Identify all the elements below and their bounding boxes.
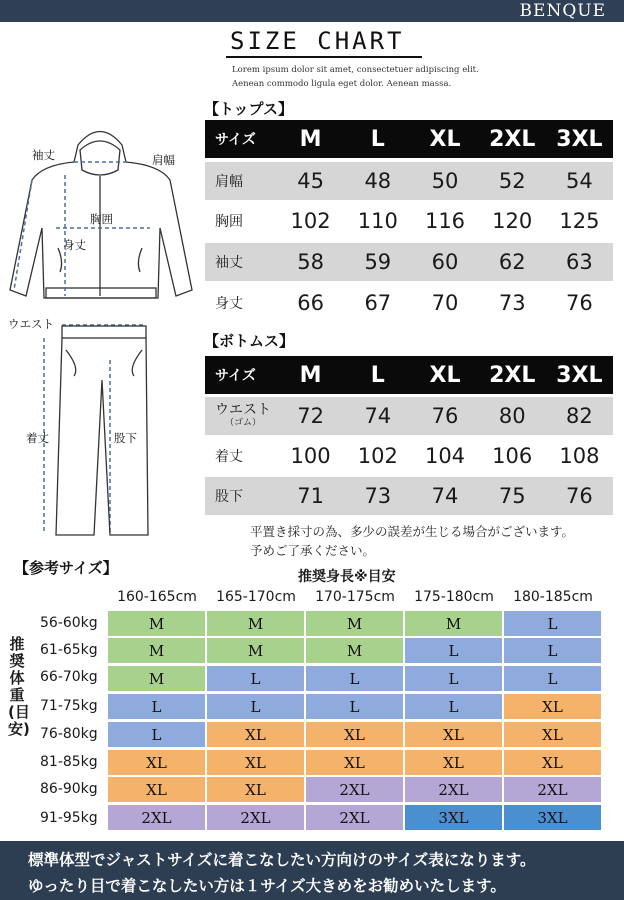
table-cell: 48 xyxy=(364,169,392,193)
size-cell: XL xyxy=(504,722,601,747)
table-row xyxy=(205,243,613,281)
row-label-text: ウエスト xyxy=(215,402,271,419)
table-cell: 82 xyxy=(566,404,593,428)
table-cell: 102 xyxy=(290,209,331,233)
table-cell: 71 xyxy=(297,484,324,508)
table-header-row xyxy=(205,120,613,158)
size-cell: M xyxy=(405,611,502,636)
size-cell: 2XL xyxy=(504,777,601,802)
bottoms-table xyxy=(205,356,613,518)
table-row xyxy=(205,284,613,322)
reference-heading: 【参考サイズ】 xyxy=(14,559,118,577)
size-cell: 3XL xyxy=(405,805,502,830)
table-cell: 75 xyxy=(498,484,526,508)
measurement-note: 平置き採寸の為、多少の誤差が生じる場合がございます。 xyxy=(250,524,575,539)
measurement-note: 予めご了承ください。 xyxy=(250,543,376,558)
size-cell: XL xyxy=(306,750,403,775)
size-cell: L xyxy=(405,666,502,691)
weight-row-label: 56-60kg xyxy=(40,615,98,631)
outseam-label: 着丈 xyxy=(26,431,49,445)
waist-label: ウエスト xyxy=(8,317,54,331)
size-cell: 3XL xyxy=(504,805,601,830)
size-cell: L xyxy=(306,666,403,691)
height-column-header: 175-180cm xyxy=(414,589,494,605)
table-cell: 74 xyxy=(364,404,392,428)
row-label: 袖丈 xyxy=(215,255,243,271)
table-cell: 73 xyxy=(498,291,526,315)
inseam-label: 股下 xyxy=(114,431,137,445)
table-cell: 66 xyxy=(297,291,324,315)
header-cell: L xyxy=(370,362,385,388)
table-cell: 72 xyxy=(297,404,324,428)
table-cell: 76 xyxy=(566,291,593,315)
header-cell: 3XL xyxy=(556,126,603,152)
row-label xyxy=(205,397,277,435)
table-cell: 110 xyxy=(357,209,398,233)
table-cell: 106 xyxy=(492,444,533,468)
weight-row-label: 81-85kg xyxy=(40,754,98,770)
table-cell: 104 xyxy=(424,444,466,468)
size-cell: 2XL xyxy=(405,777,502,802)
table-header-row xyxy=(205,356,613,394)
table-cell: 67 xyxy=(364,291,392,315)
size-cell: L xyxy=(504,666,601,691)
weight-axis-label: 推奨体重(目安) xyxy=(8,635,30,738)
table-row xyxy=(205,477,613,515)
table-cell: 52 xyxy=(498,169,526,193)
table-cell: 74 xyxy=(431,484,459,508)
table-cell: 80 xyxy=(498,404,526,428)
weight-row-label: 86-90kg xyxy=(40,781,98,797)
size-cell: 2XL xyxy=(108,805,205,830)
header-cell: 3XL xyxy=(556,362,603,388)
size-cell: XL xyxy=(504,694,601,719)
subtitle-line: Aenean commodo ligula eget dolor. Aenean massa. xyxy=(232,79,452,89)
weight-row-label: 91-95kg xyxy=(40,810,98,826)
height-heading: 推奨身長※目安 xyxy=(298,569,396,585)
size-cell: XL xyxy=(108,777,205,802)
size-cell: L xyxy=(405,694,502,719)
reference-size-grid xyxy=(108,611,604,835)
chest-label: 胸囲 xyxy=(90,212,113,226)
size-cell: 2XL xyxy=(306,805,403,830)
header-cell: M xyxy=(299,126,322,152)
size-cell: L xyxy=(504,638,601,663)
height-column-header: 180-185cm xyxy=(513,589,593,605)
table-row xyxy=(205,162,613,200)
table-cell: 102 xyxy=(357,444,398,468)
size-cell: L xyxy=(207,666,304,691)
tops-table xyxy=(205,120,613,320)
size-cell: L xyxy=(405,638,502,663)
row-label: 股下 xyxy=(215,489,243,505)
header-cell: 2XL xyxy=(489,362,536,388)
header-cell: XL xyxy=(429,126,461,152)
height-column-header: 165-170cm xyxy=(216,589,296,605)
size-cell: M xyxy=(108,611,205,636)
table-cell: 73 xyxy=(364,484,392,508)
table-cell: 54 xyxy=(566,169,593,193)
length-label: 身丈 xyxy=(63,238,86,252)
size-cell: XL xyxy=(207,722,304,747)
table-row xyxy=(205,437,613,475)
title-underline xyxy=(226,56,422,58)
brand-name: BENQUE xyxy=(519,1,606,21)
size-cell: XL xyxy=(207,750,304,775)
shoulder-label: 肩幅 xyxy=(152,153,175,167)
table-row xyxy=(205,202,613,240)
table-cell: 50 xyxy=(431,169,459,193)
header-cell: 2XL xyxy=(489,126,536,152)
weight-row-label: 76-80kg xyxy=(40,726,98,742)
row-label: 身丈 xyxy=(215,296,243,312)
table-cell: 60 xyxy=(431,250,459,274)
row-label: 着丈 xyxy=(215,449,243,465)
bottoms-heading: 【ボトムス】 xyxy=(204,332,295,350)
row-sublabel: （ゴム） xyxy=(224,417,261,428)
size-cell: M xyxy=(306,611,403,636)
size-cell: 2XL xyxy=(306,777,403,802)
table-cell: 62 xyxy=(498,250,526,274)
weight-row-label: 66-70kg xyxy=(40,669,98,685)
weight-row-label: 61-65kg xyxy=(40,642,98,658)
row-label: 胸囲 xyxy=(215,214,243,230)
size-cell: M xyxy=(207,611,304,636)
banner-line: ゆったり目で着こなしたい方は１サイズ大きめをお勧めいたします。 xyxy=(28,877,506,895)
size-cell: L xyxy=(504,611,601,636)
size-cell: XL xyxy=(108,750,205,775)
size-cell: L xyxy=(108,722,205,747)
header-cell: M xyxy=(299,362,322,388)
table-cell: 58 xyxy=(297,250,324,274)
header-cell: サイズ xyxy=(215,132,256,148)
height-column-header: 170-175cm xyxy=(315,589,395,605)
sleeve-label: 袖丈 xyxy=(32,148,55,162)
size-cell: XL xyxy=(405,722,502,747)
size-cell: M xyxy=(207,638,304,663)
table-cell: 120 xyxy=(492,209,533,233)
weight-row-label: 71-75kg xyxy=(40,698,98,714)
header-cell: サイズ xyxy=(215,368,256,384)
table-row xyxy=(205,397,613,435)
table-cell: 59 xyxy=(364,250,392,274)
header-cell: XL xyxy=(429,362,461,388)
banner-line: 標準体型でジャストサイズに着こなしたい方向けのサイズ表になります。 xyxy=(28,851,536,869)
size-cell: 2XL xyxy=(207,805,304,830)
table-cell: 125 xyxy=(559,209,600,233)
tops-heading: 【トップス】 xyxy=(204,100,293,118)
height-column-header: 160-165cm xyxy=(117,589,197,605)
table-cell: 76 xyxy=(431,404,459,428)
size-cell: XL xyxy=(504,750,601,775)
size-cell: XL xyxy=(207,777,304,802)
size-cell: M xyxy=(108,666,205,691)
size-cell: L xyxy=(306,694,403,719)
header-cell: L xyxy=(370,126,385,152)
size-cell: XL xyxy=(405,750,502,775)
table-cell: 108 xyxy=(559,444,600,468)
table-cell: 70 xyxy=(431,291,459,315)
size-cell: XL xyxy=(306,722,403,747)
size-cell: M xyxy=(108,638,205,663)
table-cell: 45 xyxy=(297,169,324,193)
table-cell: 116 xyxy=(424,209,466,233)
size-cell: M xyxy=(306,638,403,663)
size-cell: L xyxy=(207,694,304,719)
table-cell: 100 xyxy=(290,444,331,468)
row-label: 肩幅 xyxy=(215,174,243,190)
subtitle-line: Lorem ipsum dolor sit amet, consectetuer adipiscing elit. xyxy=(232,65,479,75)
table-cell: 63 xyxy=(566,250,593,274)
table-cell: 76 xyxy=(566,484,593,508)
size-cell: L xyxy=(108,694,205,719)
page-title: SIZE CHART xyxy=(230,27,405,55)
